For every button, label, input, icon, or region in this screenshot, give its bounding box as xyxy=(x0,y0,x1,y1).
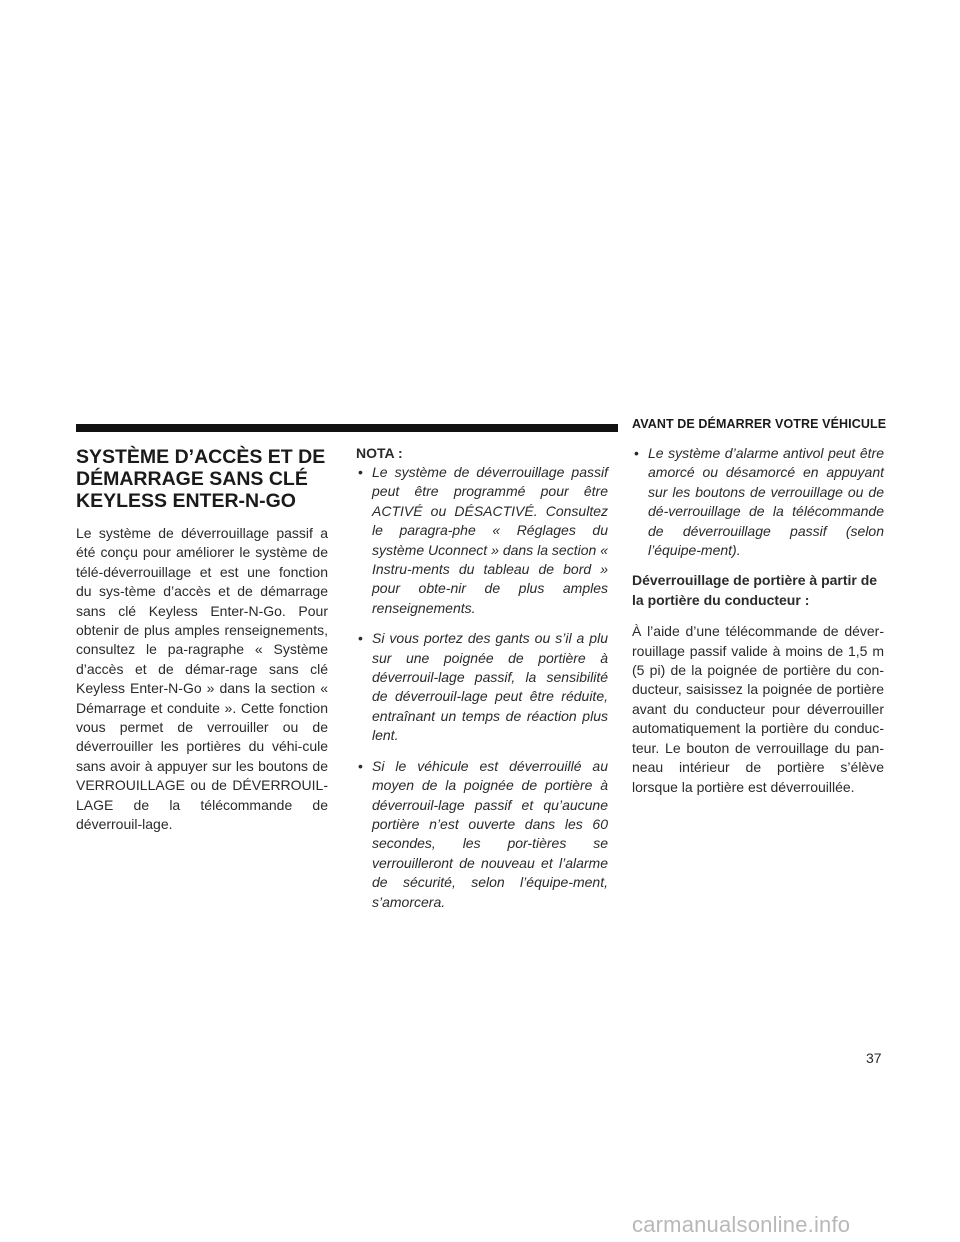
note-text: Le système de déverrouillage passif peut être programmé pour être ACTIVÉ ou DÉSACTIVÉ. Consultez le paragra-phe « Réglages du système Uconnect » dans la section « Instru-ments du tableau de bord » pour obte-nir de plus amples renseignements. xyxy=(372,464,608,616)
bullet-icon: • xyxy=(358,630,363,647)
running-header: AVANT DE DÉMARRER VOTRE VÉHICULE xyxy=(632,417,887,431)
header-rule xyxy=(76,424,618,432)
bullet-icon: • xyxy=(358,757,363,774)
bullet-icon: • xyxy=(358,464,363,480)
note-list-continued xyxy=(632,444,884,560)
watermark: carmanualsonline.info xyxy=(632,1212,851,1237)
note-item xyxy=(356,629,608,745)
note-text: Si le véhicule est déverrouillé au moyen de la poignée de portière à déverrouil-lage passif et qu’aucune portière n’est ouverte dans les 60 secondes, les por-tières se verrouilleront de nouveau et l’alarme de sécurité, selon l’équipe-ment, s’amorcera. xyxy=(372,757,608,910)
subheading: Déverrouillage de portière à partir de la portière du conducteur : xyxy=(632,572,878,608)
note-text: Le système d’alarme antivol peut être amorcé ou désamorcé en appuyant sur les boutons de verrouillage ou de dé-verrouillage de la télécommande de déverrouillage passif (selon l’équipe-ment). xyxy=(648,445,884,559)
note-label: NOTA : xyxy=(356,445,403,461)
column-middle xyxy=(356,444,608,923)
note-text: Si vous portez des gants ou s’il a plu sur une poignée de portière à déverrouil-lage passif, la sensibilité de déverrouil-lage peut être réduite, entraînant un temps de réaction plus lent. xyxy=(372,630,608,744)
unlock-paragraph: À l’aide d’une télécommande de déver-rouillage passif valide à moins de 1,5 m (5 pi) de la poignée de portière du con-ducteur, saisissez la poignée de portière avant du conducteur pour déverrouiller automatiquement la portière du conduc-teur. Le bouton de verrouillage du pan-neau intérieur de portière s’élève lorsque la portière est déverrouillée. xyxy=(632,623,884,795)
note-item xyxy=(356,463,608,618)
note-list xyxy=(356,463,608,912)
column-left xyxy=(76,444,328,835)
note-item xyxy=(356,757,608,912)
bullet-icon: • xyxy=(634,445,639,461)
note-item xyxy=(632,444,884,560)
intro-paragraph: Le système de déverrouillage passif a été conçu pour améliorer le système de télé-déverrouillage et est une fonction du sys-tème d’accès et de démarrage sans clé Keyless Enter-N-Go. Pour obtenir de plus amples renseignements, consultez le pa-ragraphe « Système d’accès et de démar-rage sans clé Keyless Enter-N-Go » dans la section « Démarrage et conduite ». Cette fonction vous permet de verrouiller ou de déverrouiller les portières du véhi-cule sans avoir à appuyer sur les boutons de VERROUILLAGE ou de DÉVERROUIL-LAGE de la télécommande de déverrouil-lage. xyxy=(76,525,328,833)
column-right xyxy=(632,444,884,797)
section-title: SYSTÈME D’ACCÈS ET DE DÉMARRAGE SANS CLÉ KEYLESS ENTER-N-GO xyxy=(76,446,326,512)
page-number: 37 xyxy=(866,1050,882,1066)
